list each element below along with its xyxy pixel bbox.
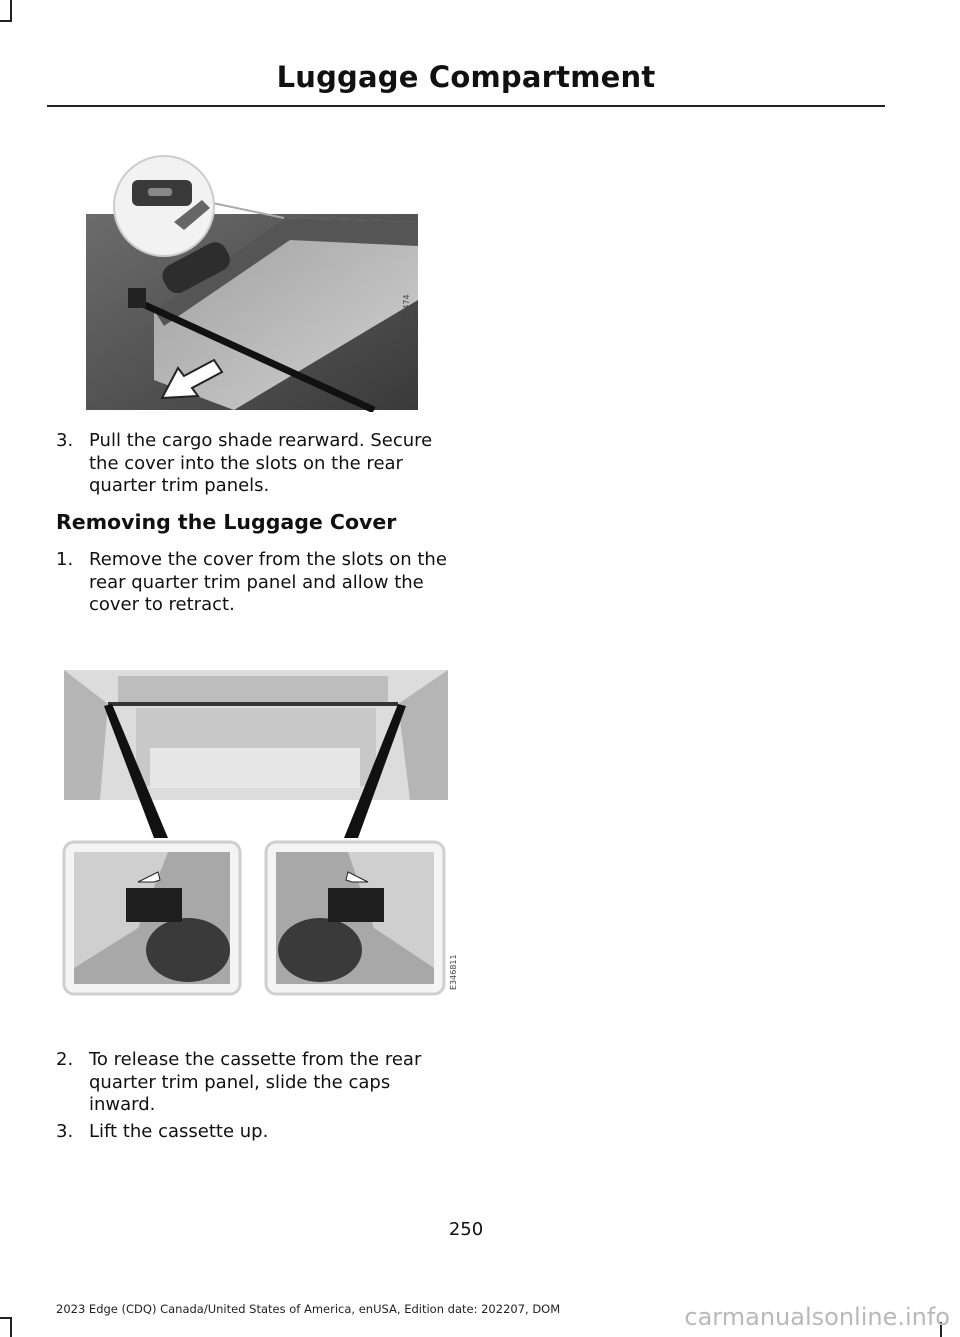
figure-code: E369474 [402, 294, 411, 330]
step-item [56, 1121, 456, 1144]
cargo-cassette-illustration [58, 668, 450, 998]
crop-mark [10, 1317, 12, 1337]
step-item [56, 1049, 456, 1117]
step-text: Pull the cargo shade rearward. Secure the cover into the slots on the rear quarter trim panels. [89, 430, 433, 496]
header-rule [47, 105, 885, 107]
footer-text: 2023 Edge (CDQ) Canada/United States of America, enUSA, Edition date: 202207, DOM [56, 1302, 561, 1316]
step-text: Lift the cassette up. [89, 1121, 269, 1142]
crop-mark [0, 20, 12, 22]
section-heading: Removing the Luggage Cover [56, 510, 397, 534]
cargo-shade-illustration [84, 150, 430, 412]
page-number: 250 [448, 1219, 484, 1240]
crop-mark [10, 0, 12, 20]
step-number: 1. [56, 549, 74, 570]
page-title: Luggage Compartment [276, 60, 656, 94]
watermark: carmanualsonline.info [684, 1303, 950, 1331]
step-text: To release the cassette from the rear quarter trim panel, slide the caps inward. [89, 1049, 422, 1115]
figure-code: E346811 [449, 954, 458, 990]
crop-mark [0, 1317, 12, 1319]
step-number: 2. [56, 1049, 74, 1070]
step-item [56, 430, 456, 498]
step-number: 3. [56, 430, 74, 451]
step-text: Remove the cover from the slots on the rear quarter trim panel and allow the cover to retract. [89, 549, 447, 615]
step-number: 3. [56, 1121, 74, 1142]
step-item [56, 549, 456, 617]
